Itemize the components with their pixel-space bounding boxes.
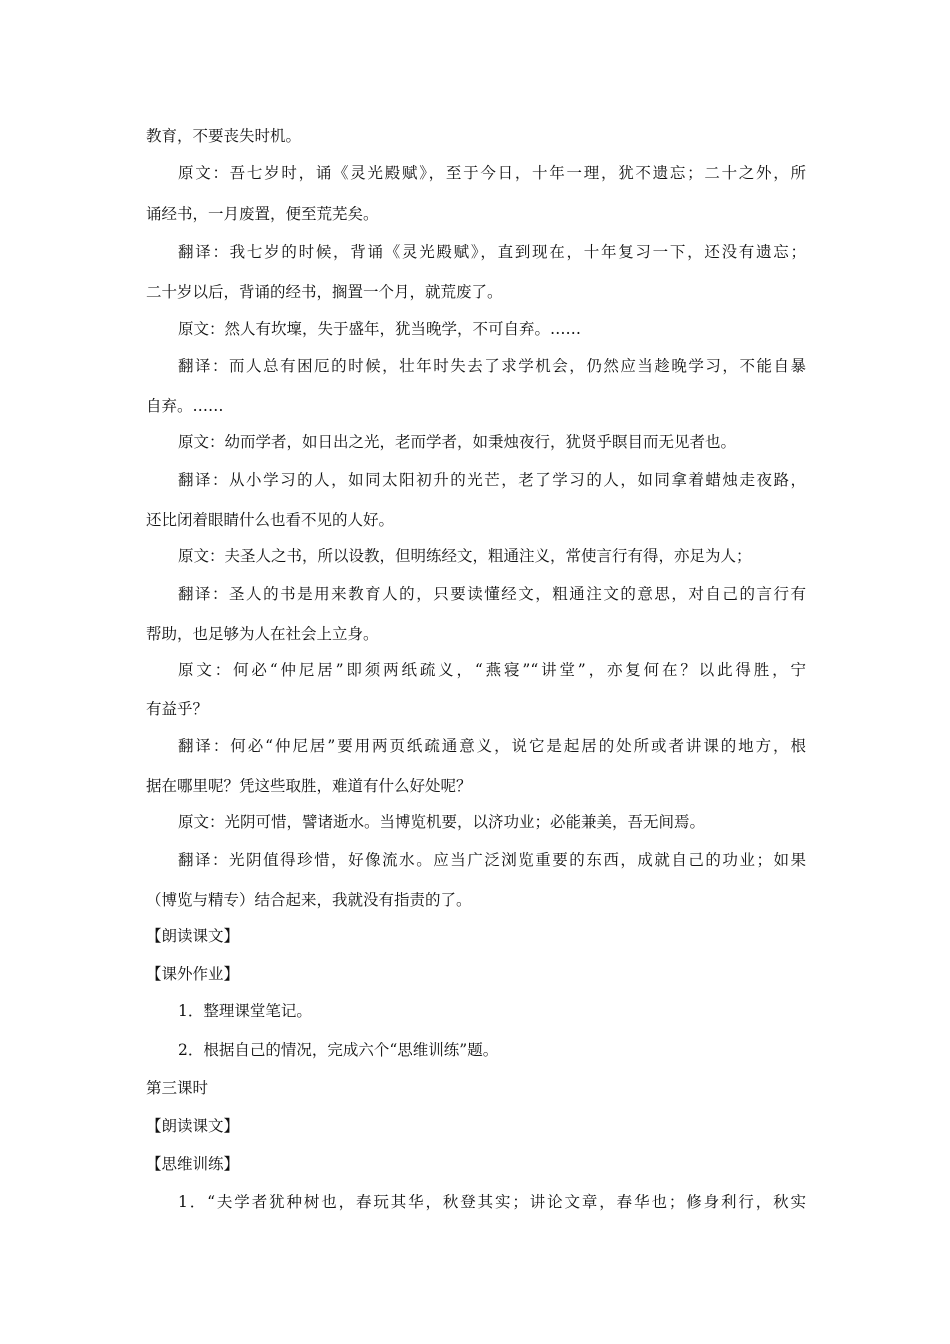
exercise-item: 1．“夫学者犹种树也，春玩其华，秋登其实；讲论文章，春华也；修身利行，秋实 — [178, 1193, 806, 1211]
translation-line: 翻译：我七岁的时候，背诵《灵光殿赋》，直到现在，十年复习一下，还没有遗忘； — [178, 243, 806, 261]
translation-line: 据在哪里呢？凭这些取胜，难道有什么好处呢？ — [146, 777, 472, 795]
translation-line: 翻译：圣人的书是用来教育人的，只要读懂经文，粗通注文的意思，对自己的言行有 — [178, 585, 806, 603]
section-heading: 【课外作业】 — [146, 965, 240, 983]
original-text-line: 原文：吾七岁时，诵《灵光殿赋》，至于今日，十年一理，犹不遗忘；二十之外，所 — [178, 164, 806, 182]
translation-line: 还比闭着眼睛什么也看不见的人好。 — [146, 511, 395, 529]
original-text-line: 原文：幼而学者，如日出之光，老而学者，如秉烛夜行，犹贤乎瞑目而无见者也。 — [178, 433, 737, 451]
lesson-heading: 第三课时 — [146, 1079, 209, 1097]
original-text-line: 原文：夫圣人之书，所以设教，但明练经文，粗通注义，常使言行有得，亦足为人； — [178, 547, 752, 565]
translation-line: 帮助，也足够为人在社会上立身。 — [146, 625, 379, 643]
translation-line: 翻译：从小学习的人，如同太阳初升的光芒，老了学习的人，如同拿着蜡烛走夜路， — [178, 471, 806, 489]
original-text-line: 原文：光阴可惜，譬诸逝水。当博览机要，以济功业；必能兼美，吾无间焉。 — [178, 813, 706, 831]
homework-item: 2．根据自己的情况，完成六个“思维训练”题。 — [178, 1041, 499, 1059]
original-text-line: 有益乎？ — [146, 700, 209, 718]
translation-line: （博览与精专）结合起来，我就没有指责的了。 — [146, 891, 472, 909]
homework-item: 1．整理课堂笔记。 — [178, 1002, 312, 1020]
section-heading: 【思维训练】 — [146, 1155, 240, 1173]
text-line: 教育，不要丧失时机。 — [146, 127, 302, 145]
translation-line: 翻译：而人总有困厄的时候，壮年时失去了求学机会，仍然应当趁晚学习，不能自暴 — [178, 357, 806, 375]
original-text-line: 原文：然人有坎壈，失于盛年，犹当晚学，不可自弃。…… — [178, 320, 582, 338]
translation-line: 自弃。…… — [146, 397, 224, 415]
section-heading: 【朗读课文】 — [146, 1117, 240, 1135]
translation-line: 二十岁以后，背诵的经书，搁置一个月，就荒废了。 — [146, 283, 503, 301]
original-text-line: 诵经书，一月废置，便至荒芜矣。 — [146, 205, 379, 223]
original-text-line: 原文：何必“仲尼居”即须两纸疏义，“燕寝”“讲堂”，亦复何在？以此得胜，宁 — [178, 661, 806, 679]
translation-line: 翻译：光阴值得珍惜，好像流水。应当广泛浏览重要的东西，成就自己的功业；如果 — [178, 851, 806, 869]
translation-line: 翻译：何必“仲尼居”要用两页纸疏通意义，说它是起居的处所或者讲课的地方，根 — [178, 737, 806, 755]
section-heading: 【朗读课文】 — [146, 927, 240, 945]
